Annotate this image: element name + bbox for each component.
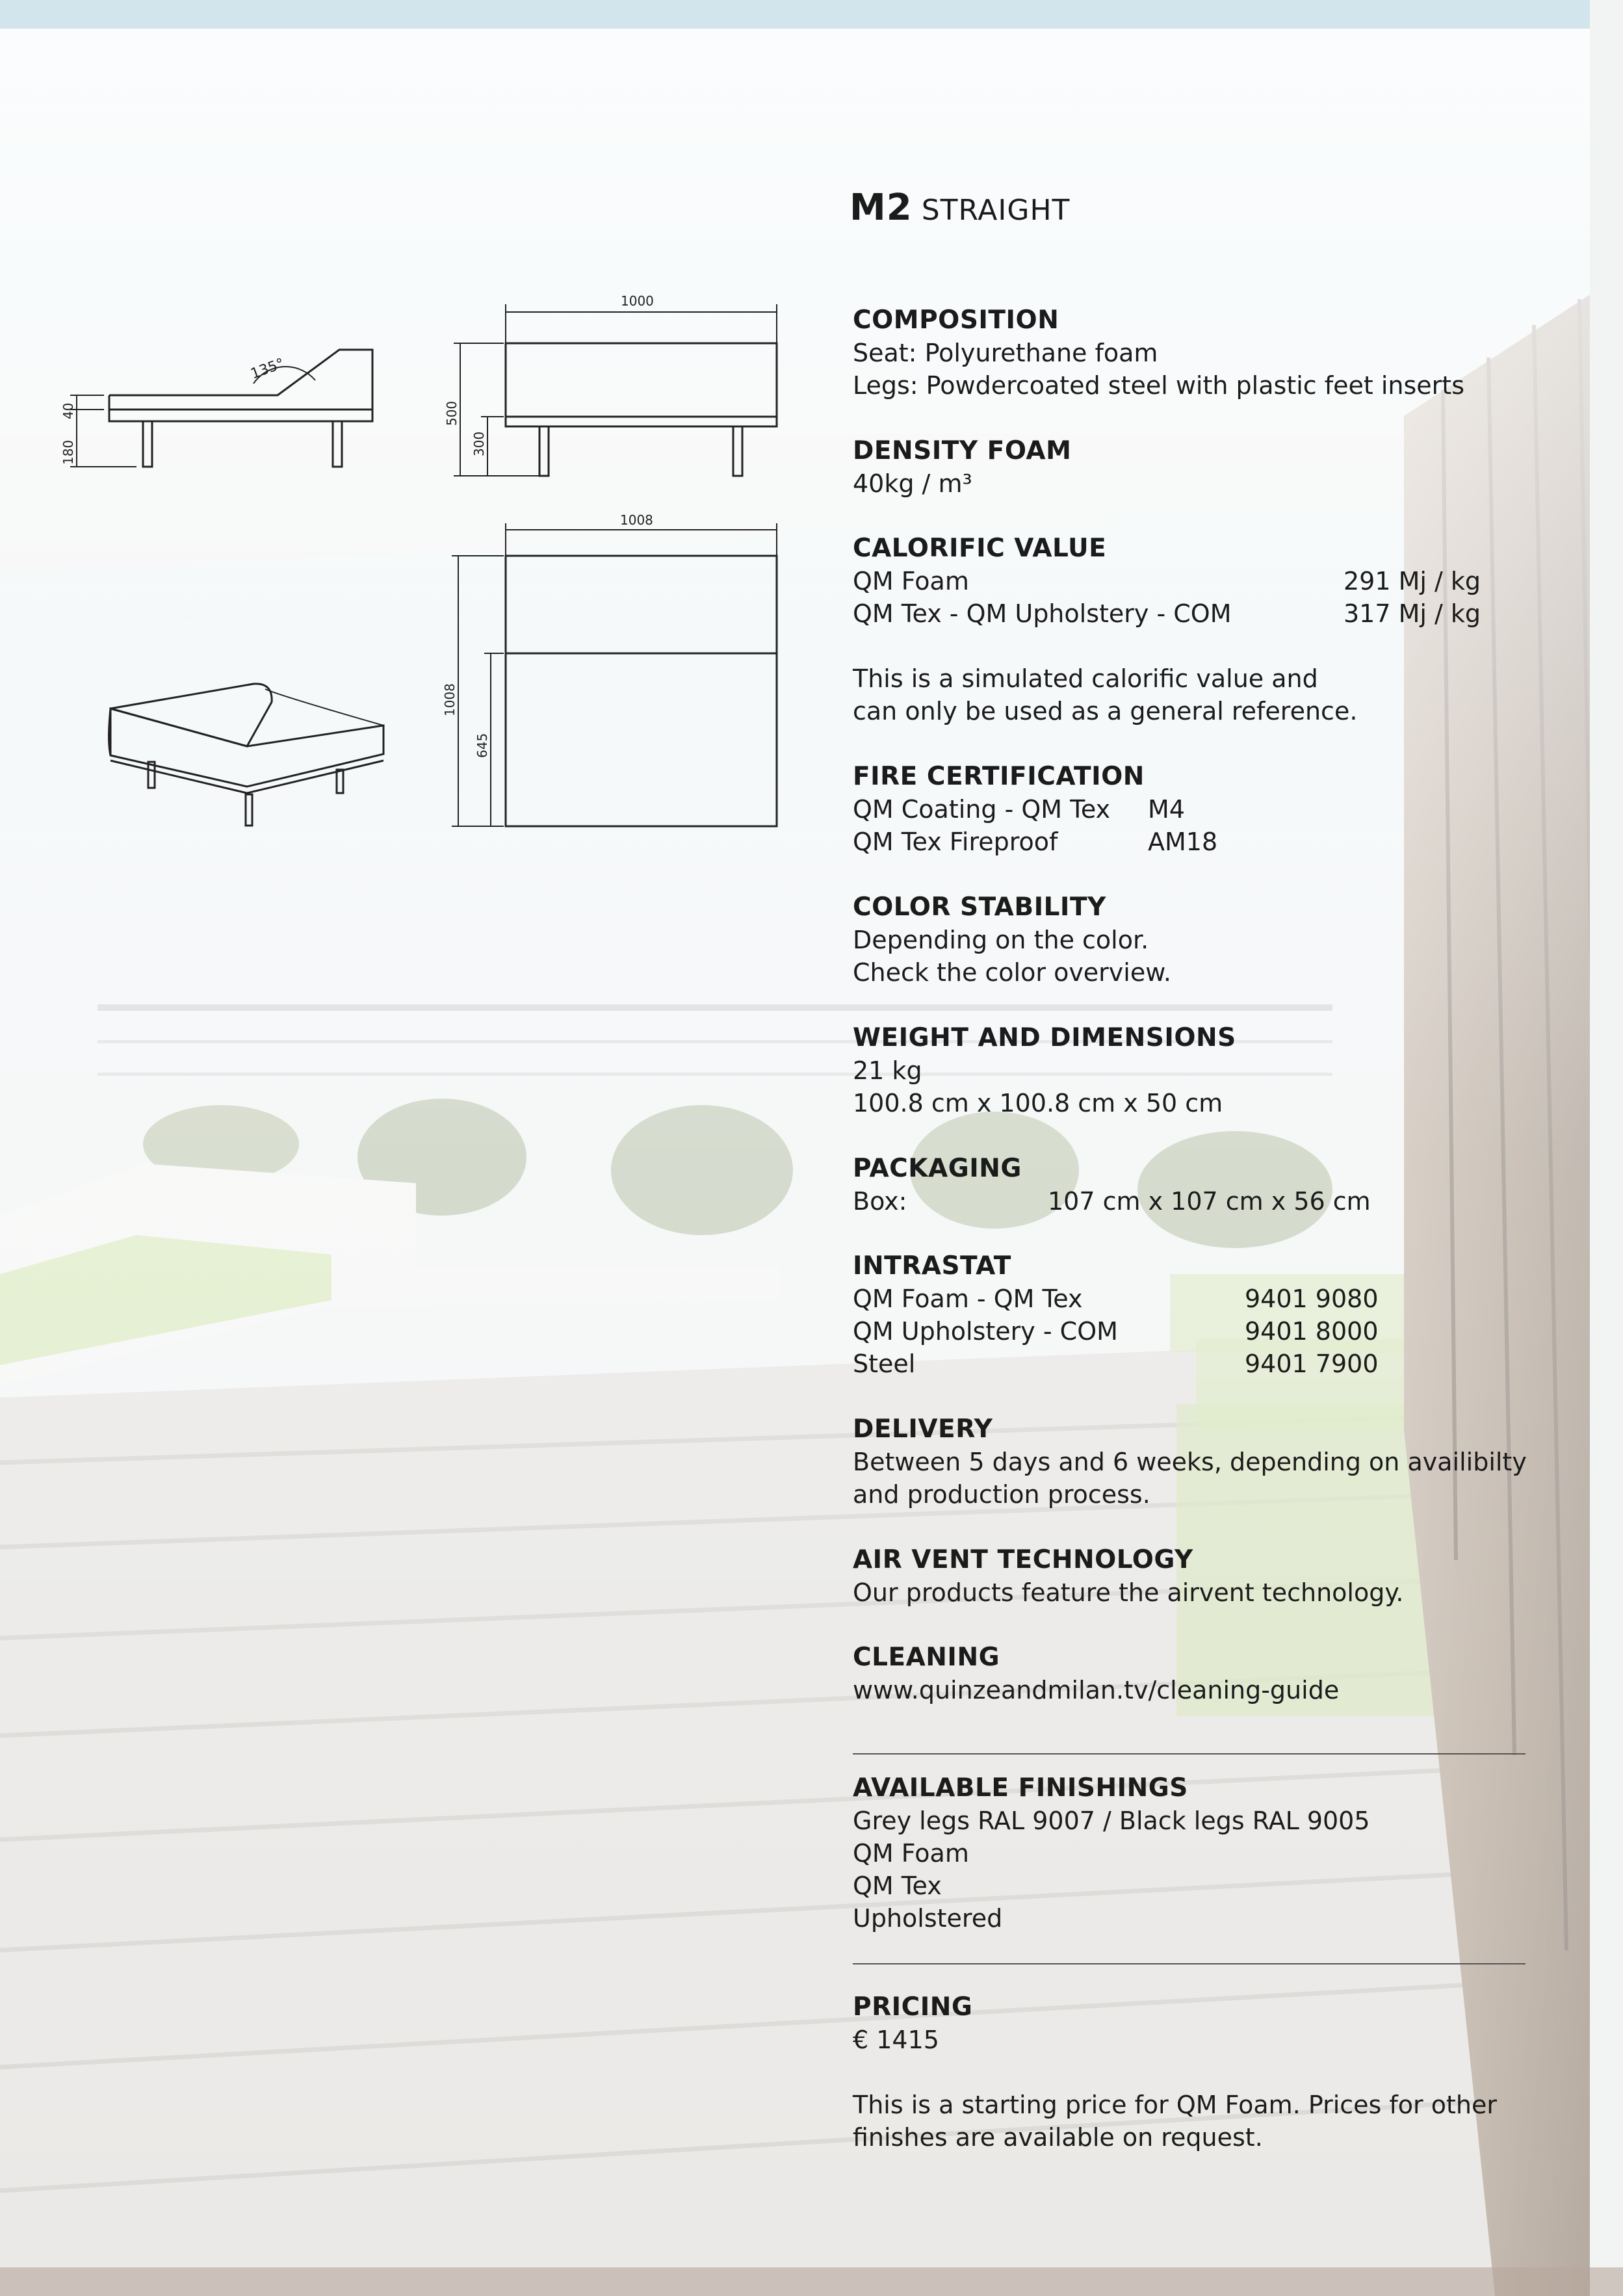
packaging-title: PACKAGING	[853, 1154, 1022, 1183]
calorific-note: can only be used as a general reference.	[853, 697, 1358, 725]
side-dim-seat: 40	[60, 402, 76, 419]
intrastat-title: INTRASTAT	[853, 1251, 1011, 1281]
calorific-label: QM Foam	[853, 567, 969, 595]
intrastat-value: 9401 7900	[1245, 1350, 1379, 1378]
calorific-row	[853, 597, 1529, 630]
section-finishings	[853, 1772, 1529, 1935]
fire-row	[853, 793, 1529, 826]
intrastat-row	[853, 1283, 1529, 1315]
finishings-line: QM Tex	[853, 1872, 942, 1900]
intrastat-value: 9401 9080	[1245, 1285, 1379, 1313]
section-fire-certification	[853, 761, 1529, 858]
top-width-label: 1008	[620, 512, 653, 528]
technical-drawings	[58, 286, 793, 845]
fire-label: QM Tex Fireproof	[853, 828, 1058, 856]
cleaning-link[interactable]: www.quinzeandmilan.tv/cleaning-guide	[853, 1676, 1340, 1704]
density-title: DENSITY FOAM	[853, 436, 1072, 465]
front-seat-height-label: 300	[471, 431, 487, 456]
packaging-label: Box:	[853, 1187, 907, 1216]
composition-title: COMPOSITION	[853, 306, 1059, 335]
side-view-drawing	[60, 350, 372, 467]
weight-line: 100.8 cm x 100.8 cm x 50 cm	[853, 1089, 1223, 1117]
section-calorific	[853, 532, 1529, 727]
section-density	[853, 435, 1529, 500]
finishings-title: AVAILABLE FINISHINGS	[853, 1773, 1188, 1803]
fire-value: AM18	[1148, 828, 1218, 856]
weight-line: 21 kg	[853, 1056, 922, 1085]
section-weight	[853, 1022, 1529, 1119]
section-intrastat	[853, 1250, 1529, 1380]
weight-title: WEIGHT AND DIMENSIONS	[853, 1023, 1236, 1052]
section-delivery	[853, 1413, 1529, 1511]
density-value: 40kg / m³	[853, 469, 972, 498]
front-width-label: 1000	[621, 293, 654, 309]
intrastat-row	[853, 1315, 1529, 1348]
top-seat-depth-label: 645	[474, 733, 490, 758]
finishings-line: Upholstered	[853, 1904, 1003, 1933]
air-vent-title: AIR VENT TECHNOLOGY	[853, 1545, 1193, 1574]
model-variant: STRAIGHT	[921, 194, 1071, 227]
pricing-price: € 1415	[853, 2026, 939, 2054]
intrastat-row	[853, 1348, 1529, 1380]
pricing-note: finishes are available on request.	[853, 2123, 1263, 2152]
intrastat-label: QM Foam - QM Tex	[853, 1285, 1083, 1313]
front-view-drawing	[444, 293, 777, 476]
calorific-title: CALORIFIC VALUE	[853, 534, 1107, 563]
divider	[853, 1753, 1526, 1755]
finishings-line: Grey legs RAL 9007 / Black legs RAL 9005	[853, 1807, 1370, 1835]
calorific-row	[853, 565, 1529, 597]
section-composition	[853, 304, 1529, 402]
packaging-value: 107 cm x 107 cm x 56 cm	[1048, 1187, 1371, 1216]
divider	[853, 1963, 1526, 1964]
intrastat-value: 9401 8000	[1245, 1317, 1379, 1346]
side-dim-total: 180	[60, 439, 76, 465]
composition-line: Legs: Powdercoated steel with plastic feet inserts	[853, 371, 1465, 400]
color-stability-line: Check the color overview.	[853, 958, 1171, 987]
color-stability-line: Depending on the color.	[853, 926, 1149, 954]
finishings-line: QM Foam	[853, 1839, 969, 1868]
section-air-vent	[853, 1544, 1529, 1609]
top-depth-label: 1008	[442, 683, 458, 716]
pricing-note: This is a starting price for QM Foam. Prices for other	[853, 2091, 1497, 2119]
delivery-line: Between 5 days and 6 weeks, depending on availibilty	[853, 1448, 1527, 1476]
perspective-view-drawing	[109, 684, 384, 826]
top-view-drawing	[442, 512, 777, 826]
cleaning-title: CLEANING	[853, 1643, 1000, 1672]
intrastat-label: QM Upholstery - COM	[853, 1317, 1118, 1346]
section-color-stability	[853, 891, 1529, 989]
delivery-line: and production process.	[853, 1480, 1150, 1509]
section-cleaning	[853, 1641, 1529, 1706]
fire-label: QM Coating - QM Tex	[853, 795, 1111, 824]
calorific-note: This is a simulated calorific value and	[853, 664, 1318, 693]
side-angle-label: 135°	[248, 355, 287, 383]
air-vent-line: Our products feature the airvent technology.	[853, 1578, 1404, 1607]
pricing-title: PRICING	[853, 1992, 973, 2022]
fire-value: M4	[1148, 795, 1185, 824]
delivery-title: DELIVERY	[853, 1415, 993, 1444]
composition-line: Seat: Polyurethane foam	[853, 339, 1158, 367]
page-title	[850, 187, 1071, 229]
calorific-label: QM Tex - QM Upholstery - COM	[853, 599, 1232, 628]
section-pricing	[853, 1991, 1529, 2154]
front-height-label: 500	[444, 400, 460, 426]
packaging-row	[853, 1185, 1529, 1218]
fire-row	[853, 826, 1529, 858]
color-stability-title: COLOR STABILITY	[853, 893, 1106, 922]
calorific-value: 291 Mj / kg	[1344, 567, 1481, 595]
model-name: M2	[850, 187, 913, 229]
intrastat-label: Steel	[853, 1350, 916, 1378]
fire-title: FIRE CERTIFICATION	[853, 762, 1145, 791]
section-packaging	[853, 1153, 1529, 1218]
calorific-value: 317 Mj / kg	[1344, 599, 1481, 628]
